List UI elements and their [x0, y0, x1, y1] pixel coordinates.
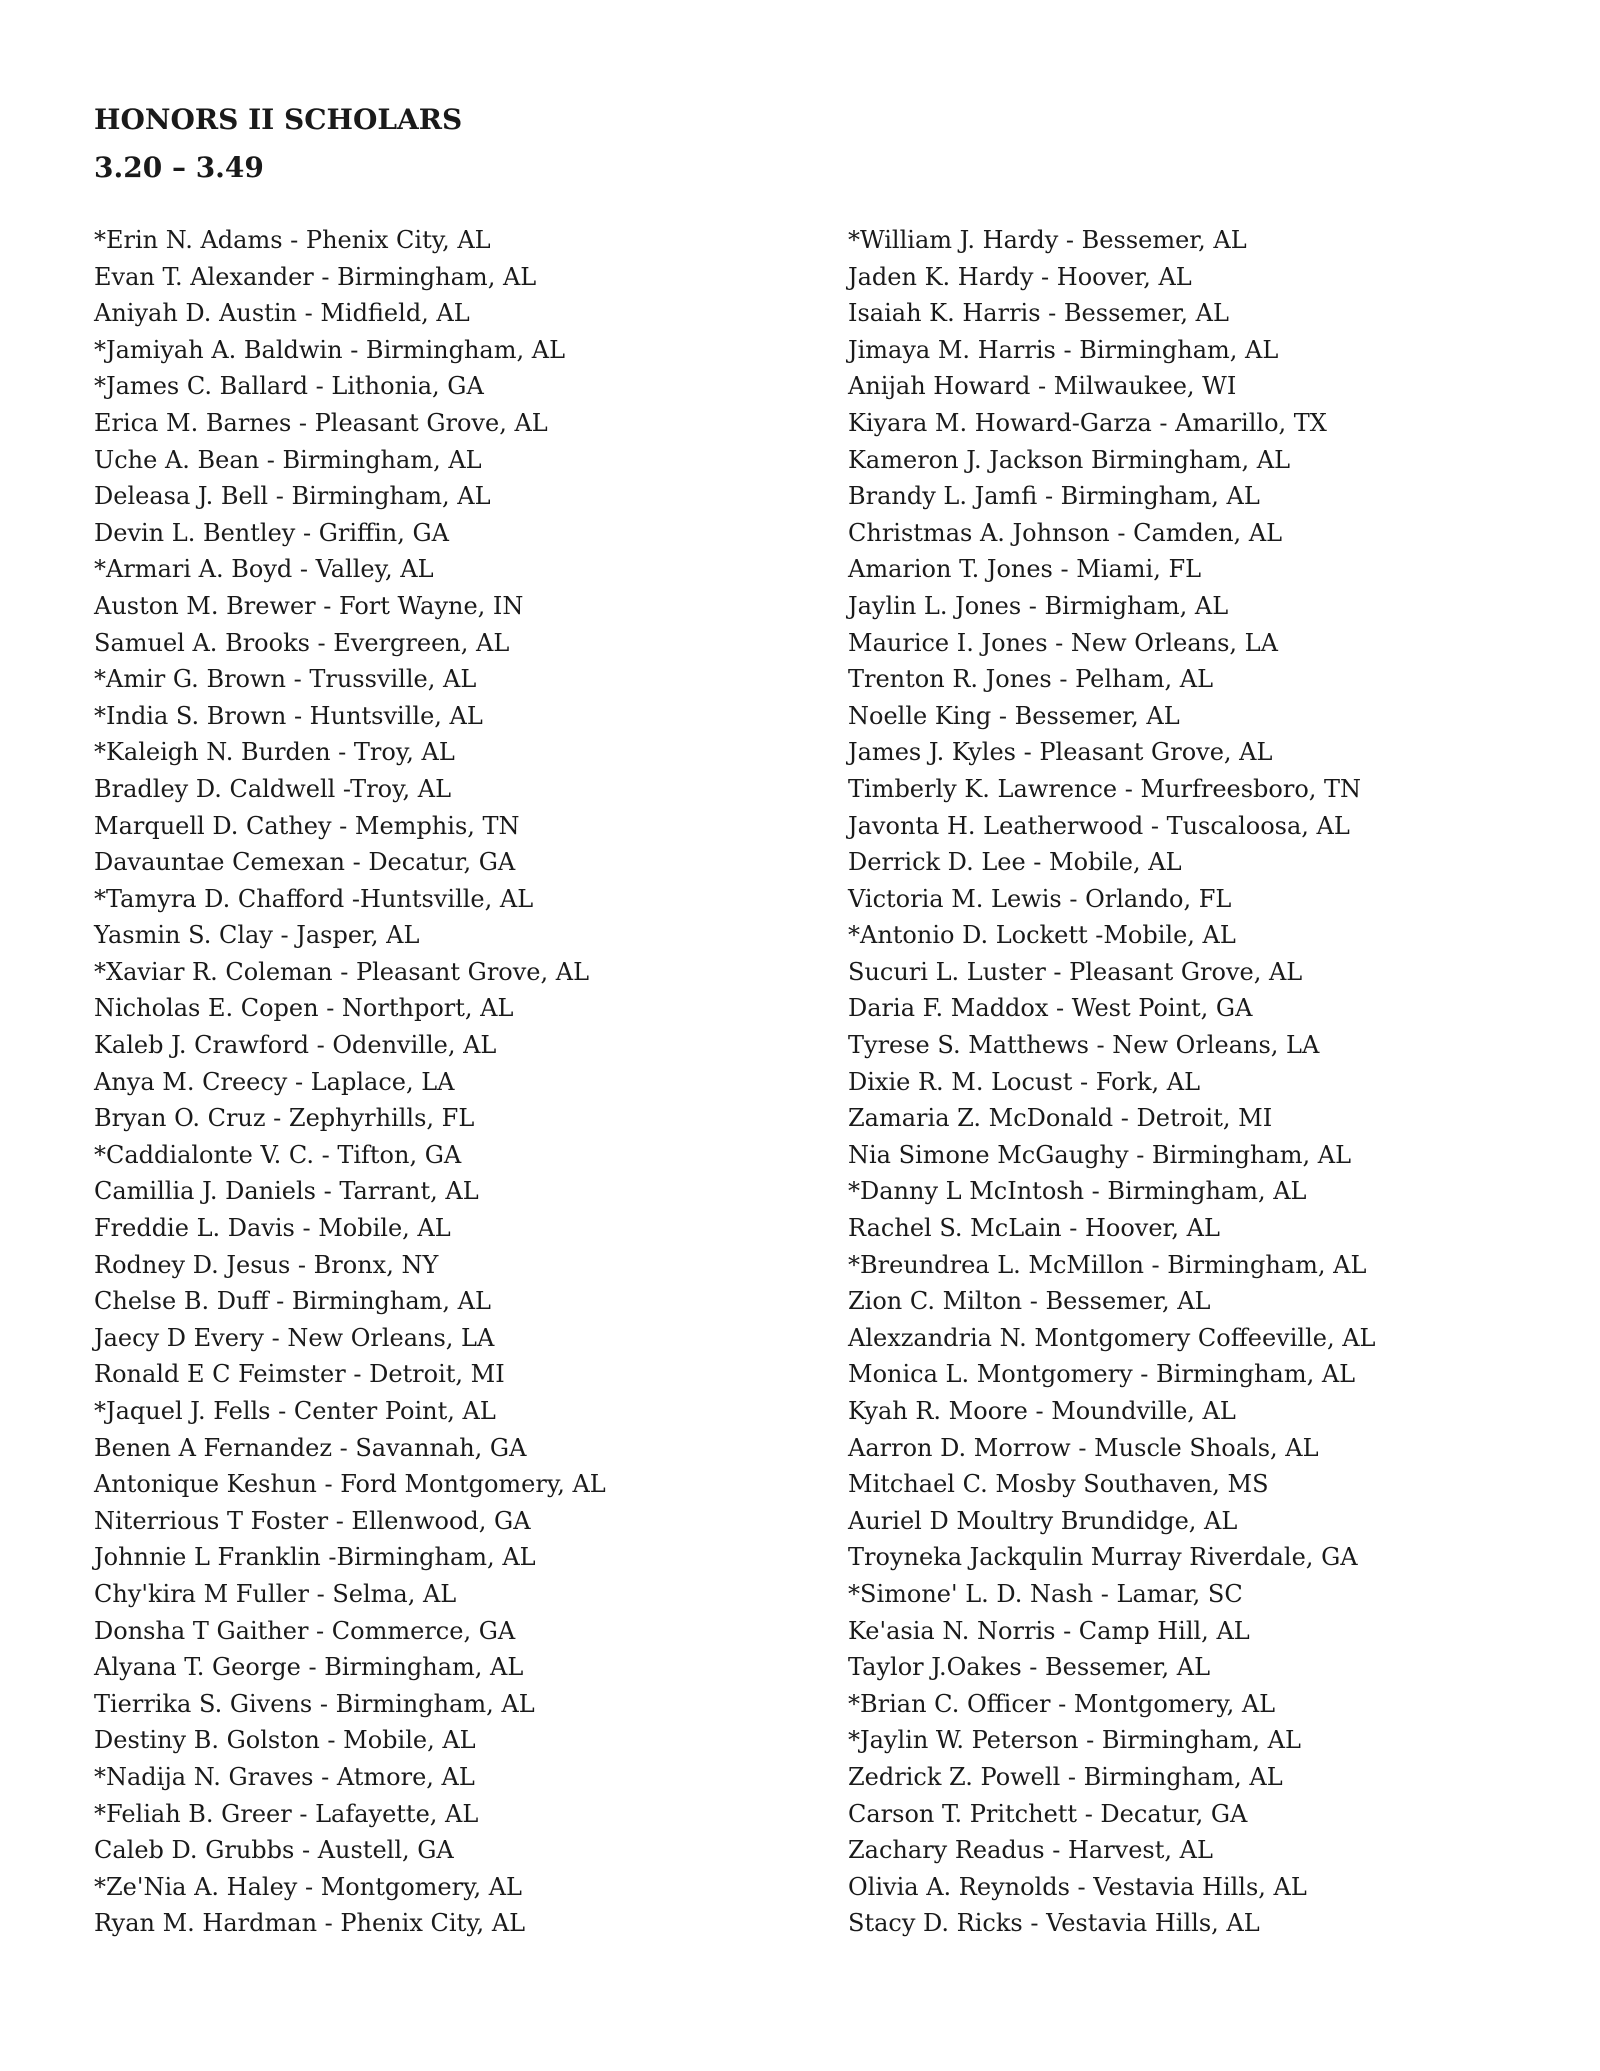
scholar-entry: Nia Simone McGaughy - Birmingham, AL: [848, 1140, 1352, 1169]
scholar-entry: Zachary Readus - Harvest, AL: [848, 1836, 1213, 1865]
scholar-entry: Niterrious T Foster - Ellenwood, GA: [94, 1506, 531, 1535]
scholar-entry: Evan T. Alexander - Birmingham, AL: [94, 262, 537, 291]
scholar-entry: *Ze'Nia A. Haley - Montgomery, AL: [94, 1872, 522, 1901]
scholar-entry: Jaden K. Hardy - Hoover, AL: [848, 262, 1192, 291]
scholar-entry: Alyana T. George - Birmingham, AL: [94, 1653, 524, 1682]
scholar-entry: *William J. Hardy - Bessemer, AL: [848, 226, 1247, 254]
scholar-entry: Yasmin S. Clay - Jasper, AL: [94, 921, 420, 950]
scholar-entry: Victoria M. Lewis - Orlando, FL: [848, 884, 1232, 913]
scholar-entry: Christmas A. Johnson - Camden, AL: [848, 518, 1283, 547]
scholar-entry: Javonta H. Leatherwood - Tuscaloosa, AL: [848, 811, 1350, 840]
scholar-entry: Deleasa J. Bell - Birmingham, AL: [94, 482, 491, 511]
scholar-entry: *Jaylin W. Peterson - Birmingham, AL: [848, 1726, 1301, 1755]
scholar-entry: Amarion T. Jones - Miami, FL: [848, 555, 1202, 584]
scholar-entry: Jaecy D Every - New Orleans, LA: [94, 1323, 495, 1352]
scholar-entry: *Simone' L. D. Nash - Lamar, SC: [848, 1579, 1243, 1608]
scholar-entry: Devin L. Bentley - Griffin, GA: [94, 518, 449, 547]
scholar-entry: Zamaria Z. McDonald - Detroit, MI: [848, 1104, 1273, 1133]
scholar-entry: Daria F. Maddox - West Point, GA: [848, 994, 1253, 1023]
scholar-entry: Sucuri L. Luster - Pleasant Grove, AL: [848, 957, 1303, 986]
scholar-entry: Jimaya M. Harris - Birmingham, AL: [848, 335, 1279, 364]
scholar-entry: *Armari A. Boyd - Valley, AL: [94, 555, 434, 584]
scholar-entry: Timberly K. Lawrence - Murfreesboro, TN: [848, 774, 1362, 803]
scholar-entry: Johnnie L Franklin -Birmingham, AL: [94, 1543, 536, 1572]
scholar-entry: *Amir G. Brown - Trussville, AL: [94, 665, 477, 694]
scholar-entry: Taylor J.Oakes - Bessemer, AL: [848, 1653, 1211, 1682]
scholar-entry: Kyah R. Moore - Moundville, AL: [848, 1397, 1236, 1425]
scholar-entry: Maurice I. Jones - New Orleans, LA: [848, 628, 1278, 657]
scholar-entry: Ryan M. Hardman - Phenix City, AL: [94, 1909, 526, 1938]
scholar-entry: Rachel S. McLain - Hoover, AL: [848, 1214, 1220, 1243]
scholar-entry: *James C. Ballard - Lithonia, GA: [94, 372, 484, 401]
scholar-list-left: [94, 222, 606, 1942]
scholar-entry: Brandy L. Jamfi - Birmingham, AL: [848, 482, 1260, 511]
scholar-entry: Uche A. Bean - Birmingham, AL: [94, 445, 482, 474]
scholar-entry: Jaylin L. Jones - Birmigham, AL: [848, 591, 1229, 620]
scholar-entry: Ronald E C Feimster - Detroit, MI: [94, 1360, 505, 1389]
scholar-entry: Stacy D. Ricks - Vestavia Hills, AL: [848, 1909, 1260, 1938]
scholar-entry: James J. Kyles - Pleasant Grove, AL: [848, 738, 1273, 767]
scholar-entry: Alexzandria N. Montgomery Coffeeville, AL: [848, 1323, 1376, 1352]
scholar-entry: Isaiah K. Harris - Bessemer, AL: [848, 299, 1229, 328]
scholar-entry: Aniyah D. Austin - Midfield, AL: [94, 299, 470, 328]
scholar-entry: Samuel A. Brooks - Evergreen, AL: [94, 628, 510, 657]
scholar-entry: Ke'asia N. Norris - Camp Hill, AL: [848, 1616, 1250, 1645]
scholar-entry: Caleb D. Grubbs - Austell, GA: [94, 1836, 454, 1865]
scholar-entry: Anijah Howard - Milwaukee, WI: [848, 372, 1237, 401]
scholar-entry: Carson T. Pritchett - Decatur, GA: [848, 1799, 1248, 1828]
scholar-entry: *Jaquel J. Fells - Center Point, AL: [94, 1397, 496, 1425]
scholar-entry: Zion C. Milton - Bessemer, AL: [848, 1287, 1211, 1316]
scholar-list-right: [848, 222, 1375, 1942]
scholar-entry: Olivia A. Reynolds - Vestavia Hills, AL: [848, 1872, 1307, 1901]
scholar-entry: Anya M. Creecy - Laplace, LA: [94, 1067, 455, 1096]
scholar-entry: Derrick D. Lee - Mobile, AL: [848, 848, 1182, 877]
scholar-entry: Donsha T Gaither - Commerce, GA: [94, 1616, 516, 1645]
scholar-entry: Davauntae Cemexan - Decatur, GA: [94, 848, 516, 877]
scholar-entry: Chelse B. Duff - Birmingham, AL: [94, 1287, 491, 1316]
heading-block: [94, 96, 462, 192]
scholar-entry: Kiyara M. Howard-Garza - Amarillo, TX: [848, 408, 1327, 437]
scholar-entry: *Breundrea L. McMillon - Birmingham, AL: [848, 1250, 1367, 1279]
scholar-entry: Chy'kira M Fuller - Selma, AL: [94, 1579, 457, 1608]
scholar-entry: Nicholas E. Copen - Northport, AL: [94, 994, 514, 1023]
scholar-entry: Aarron D. Morrow - Muscle Shoals, AL: [848, 1433, 1319, 1462]
scholar-entry: Bradley D. Caldwell -Troy, AL: [94, 774, 452, 803]
scholar-entry: Antonique Keshun - Ford Montgomery, AL: [94, 1470, 606, 1499]
scholar-entry: *Jamiyah A. Baldwin - Birmingham, AL: [94, 335, 566, 364]
scholar-entry: Kaleb J. Crawford - Odenville, AL: [94, 1031, 497, 1060]
scholar-entry: *Nadija N. Graves - Atmore, AL: [94, 1762, 475, 1791]
scholar-entry: *Erin N. Adams - Phenix City, AL: [94, 226, 491, 254]
scholar-entry: Troyneka Jackqulin Murray Riverdale, GA: [848, 1543, 1358, 1572]
scholar-entry: Freddie L. Davis - Mobile, AL: [94, 1214, 451, 1243]
scholar-entry: Kameron J. Jackson Birmingham, AL: [848, 445, 1291, 474]
scholar-entry: *India S. Brown - Huntsville, AL: [94, 701, 483, 730]
scholar-entry: *Brian C. Officer - Montgomery, AL: [848, 1689, 1276, 1718]
scholar-entry: *Kaleigh N. Burden - Troy, AL: [94, 738, 455, 767]
scholar-entry: Dixie R. M. Locust - Fork, AL: [848, 1067, 1201, 1096]
scholar-entry: Erica M. Barnes - Pleasant Grove, AL: [94, 408, 548, 437]
scholar-entry: Bryan O. Cruz - Zephyrhills, FL: [94, 1104, 475, 1133]
scholar-entry: *Feliah B. Greer - Lafayette, AL: [94, 1799, 479, 1828]
scholar-entry: Auriel D Moultry Brundidge, AL: [848, 1506, 1238, 1535]
scholar-entry: Trenton R. Jones - Pelham, AL: [848, 665, 1214, 694]
scholar-entry: *Tamyra D. Chafford -Huntsville, AL: [94, 884, 534, 913]
scholar-entry: Tyrese S. Matthews - New Orleans, LA: [848, 1031, 1320, 1060]
scholar-entry: *Antonio D. Lockett -Mobile, AL: [848, 921, 1236, 950]
scholar-entry: Tierrika S. Givens - Birmingham, AL: [94, 1689, 535, 1718]
scholar-entry: Marquell D. Cathey - Memphis, TN: [94, 811, 520, 840]
page-title: HONORS II SCHOLARS: [94, 103, 463, 136]
gpa-range: 3.20 – 3.49: [94, 151, 264, 184]
scholar-entry: Noelle King - Bessemer, AL: [848, 701, 1180, 730]
scholar-entry: Zedrick Z. Powell - Birmingham, AL: [848, 1762, 1283, 1791]
scholar-entry: *Danny L McIntosh - Birmingham, AL: [848, 1177, 1307, 1206]
scholar-entry: Destiny B. Golston - Mobile, AL: [94, 1726, 476, 1755]
scholar-entry: Camillia J. Daniels - Tarrant, AL: [94, 1177, 479, 1206]
scholar-entry: Auston M. Brewer - Fort Wayne, IN: [94, 591, 524, 620]
scholar-entry: Rodney D. Jesus - Bronx, NY: [94, 1250, 439, 1279]
scholar-entry: Monica L. Montgomery - Birmingham, AL: [848, 1360, 1356, 1389]
scholar-entry: Benen A Fernandez - Savannah, GA: [94, 1433, 527, 1462]
scholar-entry: *Caddialonte V. C. - Tifton, GA: [94, 1140, 462, 1169]
scholar-entry: *Xaviar R. Coleman - Pleasant Grove, AL: [94, 957, 590, 986]
scholar-entry: Mitchael C. Mosby Southaven, MS: [848, 1470, 1269, 1499]
